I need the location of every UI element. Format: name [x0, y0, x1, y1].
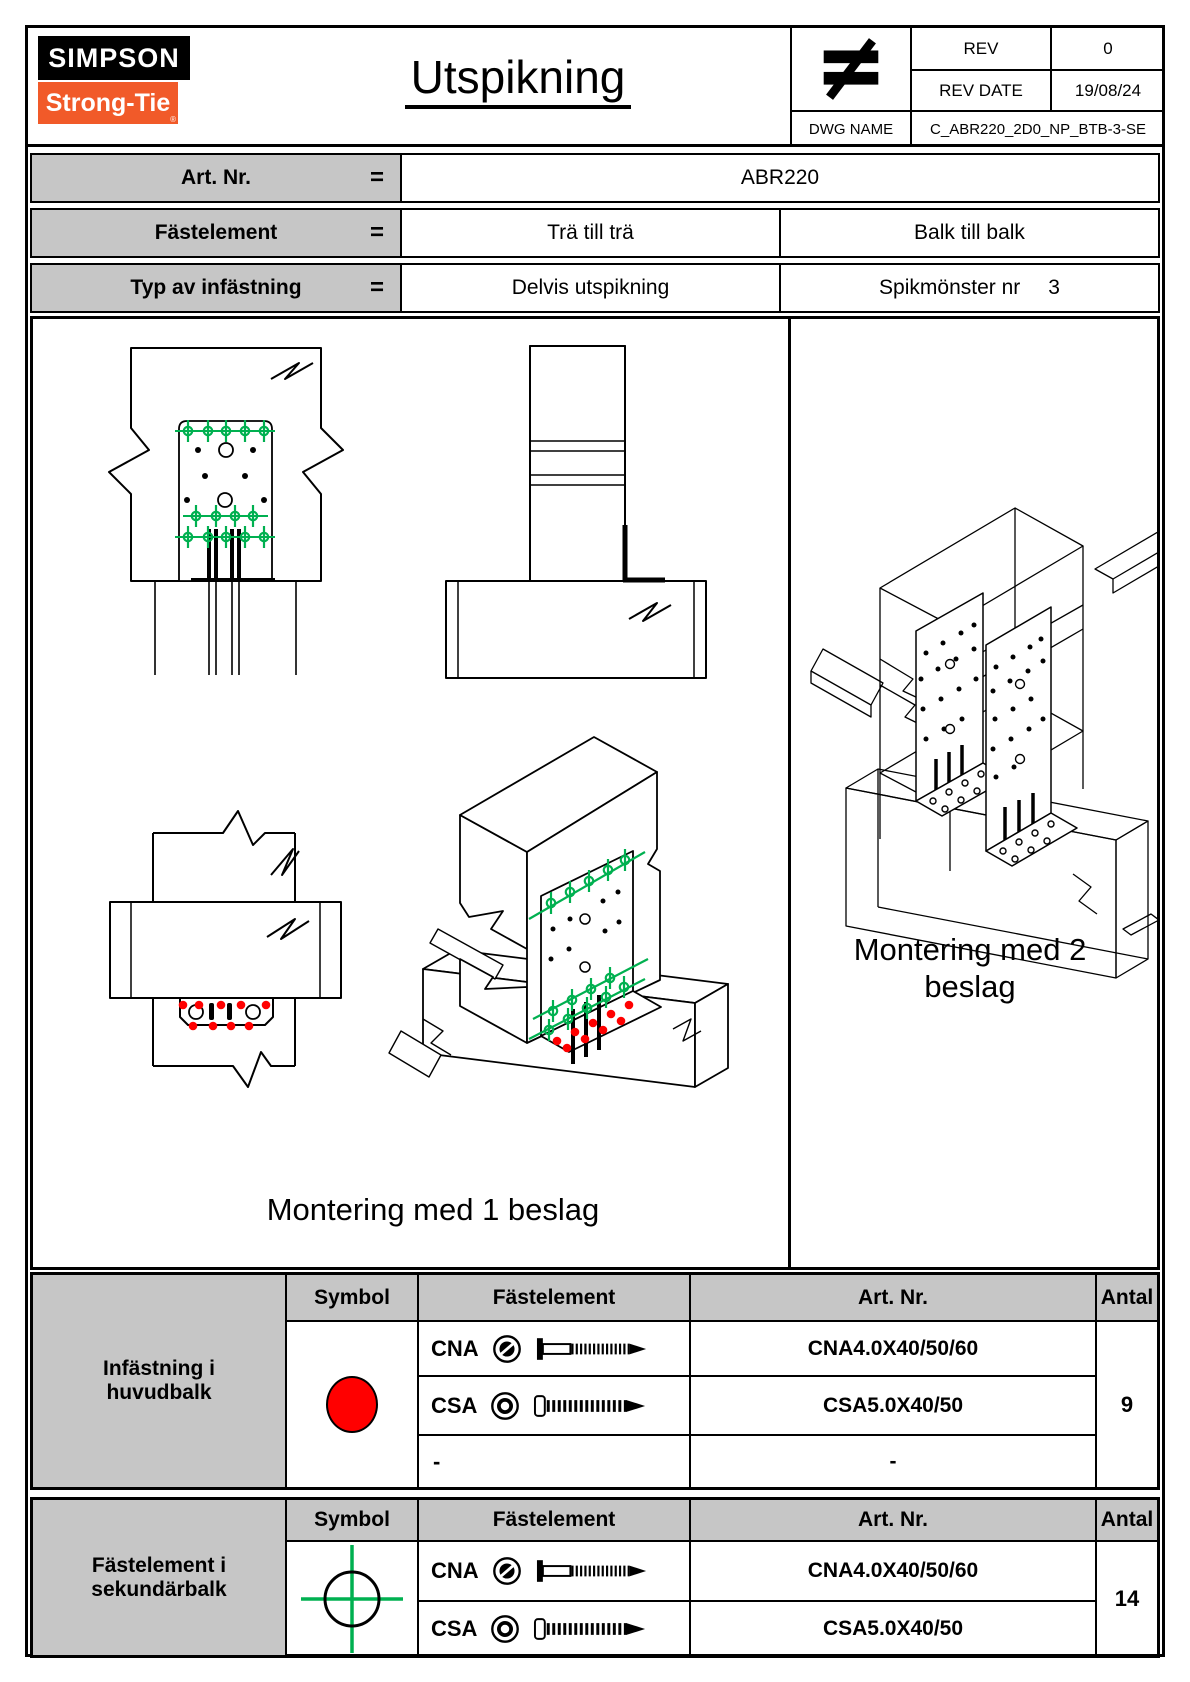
csa-code: CSA — [431, 1615, 478, 1641]
iso-view-1-drawing — [389, 737, 728, 1087]
table2-row-label: Fästelement i sekundärbalk — [33, 1500, 285, 1655]
info-row-typ — [30, 263, 1160, 313]
cna-head-icon — [491, 1333, 523, 1365]
fastener-table-sekundarbalk — [30, 1497, 1160, 1658]
table1-header-artnr: Art. Nr. — [689, 1275, 1095, 1320]
spikmonster-number: 3 — [1048, 276, 1060, 299]
table1-row-csa — [417, 1375, 689, 1434]
rev-value: 0 — [1050, 28, 1164, 69]
not-equal-icon — [812, 34, 890, 104]
info-row-artnr — [30, 153, 1160, 203]
title-block — [28, 28, 1162, 147]
csa-head-icon — [489, 1613, 521, 1645]
table1-header-fastelement: Fästelement — [417, 1275, 689, 1320]
abr-bracket-plate — [179, 421, 272, 581]
table1-header-symbol: Symbol — [285, 1275, 417, 1320]
table1-row-cna — [417, 1320, 689, 1375]
fastelement-label-cell — [32, 210, 402, 256]
spikmonster-cell — [779, 265, 1158, 311]
panel-divider — [788, 319, 791, 1267]
logo-simpson: SIMPSON — [38, 36, 190, 80]
spikmonster-label: Spikmönster nr — [879, 276, 1021, 299]
fastener-table-huvudbalk — [30, 1272, 1160, 1490]
crosshair-symbol — [297, 1543, 407, 1655]
cna-code: CNA — [431, 1335, 479, 1361]
table1-row-label: Infästning i huvudbalk — [33, 1275, 285, 1487]
rev-date-value: 19/08/24 — [1050, 69, 1164, 110]
dwg-name-label: DWG NAME — [792, 110, 910, 147]
iso-view-2-drawing — [811, 508, 1157, 978]
typ-label: Typ av infästning — [130, 276, 302, 299]
drawing-panel — [30, 316, 1160, 1270]
table1-symbol-cell — [285, 1320, 417, 1487]
simpson-strongtie-logo — [38, 36, 190, 124]
top-view-drawing — [110, 811, 341, 1087]
typ-value-1: Delvis utspikning — [511, 276, 670, 299]
table2-header-artnr: Art. Nr. — [689, 1500, 1095, 1540]
table2-header-fastelement: Fästelement — [417, 1500, 689, 1540]
table1-row-dash: - — [417, 1434, 689, 1487]
mounting-1-label: Montering med 1 beslag — [266, 1192, 600, 1227]
table2-row-cna — [417, 1540, 689, 1600]
dwg-name-value: C_ABR220_2D0_NP_BTB-3-SE — [910, 110, 1164, 147]
artnr-label: Art. Nr. — [180, 166, 251, 189]
mounting-2-label: Montering med 2 beslag — [853, 932, 1087, 1005]
cna-code: CNA — [431, 1558, 479, 1583]
table2-antal-value: 14 — [1095, 1540, 1157, 1655]
table2-symbol-cell — [285, 1540, 417, 1655]
equals-sign: = — [369, 274, 384, 301]
table1-artnr-dash: - — [689, 1434, 1095, 1487]
front-view-drawing — [109, 348, 343, 675]
registered-mark: ® — [170, 115, 176, 124]
table1-artnr-cna: CNA4.0X40/50/60 — [689, 1320, 1095, 1375]
artnr-value: ABR220 — [740, 166, 820, 189]
side-view-drawing — [446, 346, 706, 678]
cna-nail-icon — [535, 1557, 653, 1585]
table1-artnr-csa: CSA5.0X40/50 — [689, 1375, 1095, 1434]
logo-strongtie — [38, 82, 178, 124]
rev-date-label: REV DATE — [910, 69, 1050, 110]
equals-sign: = — [369, 219, 384, 246]
rev-label: REV — [910, 28, 1050, 69]
not-equal-icon-cell — [792, 28, 910, 110]
typ-label-cell — [32, 265, 402, 311]
logo-strongtie-text: Strong-Tie — [45, 88, 171, 117]
cna-nail-icon — [535, 1335, 653, 1363]
artnr-label-cell — [32, 155, 402, 201]
bracket-profile — [623, 525, 665, 581]
csa-screw-icon — [533, 1391, 651, 1421]
sheet-title — [328, 50, 708, 104]
table1-header-antal: Antal — [1095, 1275, 1157, 1320]
table1-antal-value: 9 — [1095, 1320, 1157, 1487]
revision-table — [790, 28, 1162, 147]
table2-artnr-csa: CSA5.0X40/50 — [689, 1600, 1095, 1655]
table2-artnr-cna: CNA4.0X40/50/60 — [689, 1540, 1095, 1600]
table2-row-csa — [417, 1600, 689, 1655]
table2-header-antal: Antal — [1095, 1500, 1157, 1540]
fastelement-value-1: Trä till trä — [547, 221, 634, 244]
cna-head-icon — [491, 1555, 523, 1587]
csa-screw-icon — [533, 1614, 651, 1644]
bracket-flange — [180, 998, 273, 1025]
table2-header-symbol: Symbol — [285, 1500, 417, 1540]
fastelement-label: Fästelement — [154, 221, 278, 244]
csa-head-icon — [489, 1390, 521, 1422]
equals-sign: = — [369, 164, 384, 191]
technical-drawings — [33, 319, 1157, 1267]
sheet-title-text: Utspikning — [405, 51, 632, 109]
fastelement-value-2: Balk till balk — [779, 210, 1158, 256]
csa-code: CSA — [431, 1392, 478, 1418]
red-circle-symbol — [326, 1376, 378, 1433]
info-row-fastelement — [30, 208, 1160, 258]
